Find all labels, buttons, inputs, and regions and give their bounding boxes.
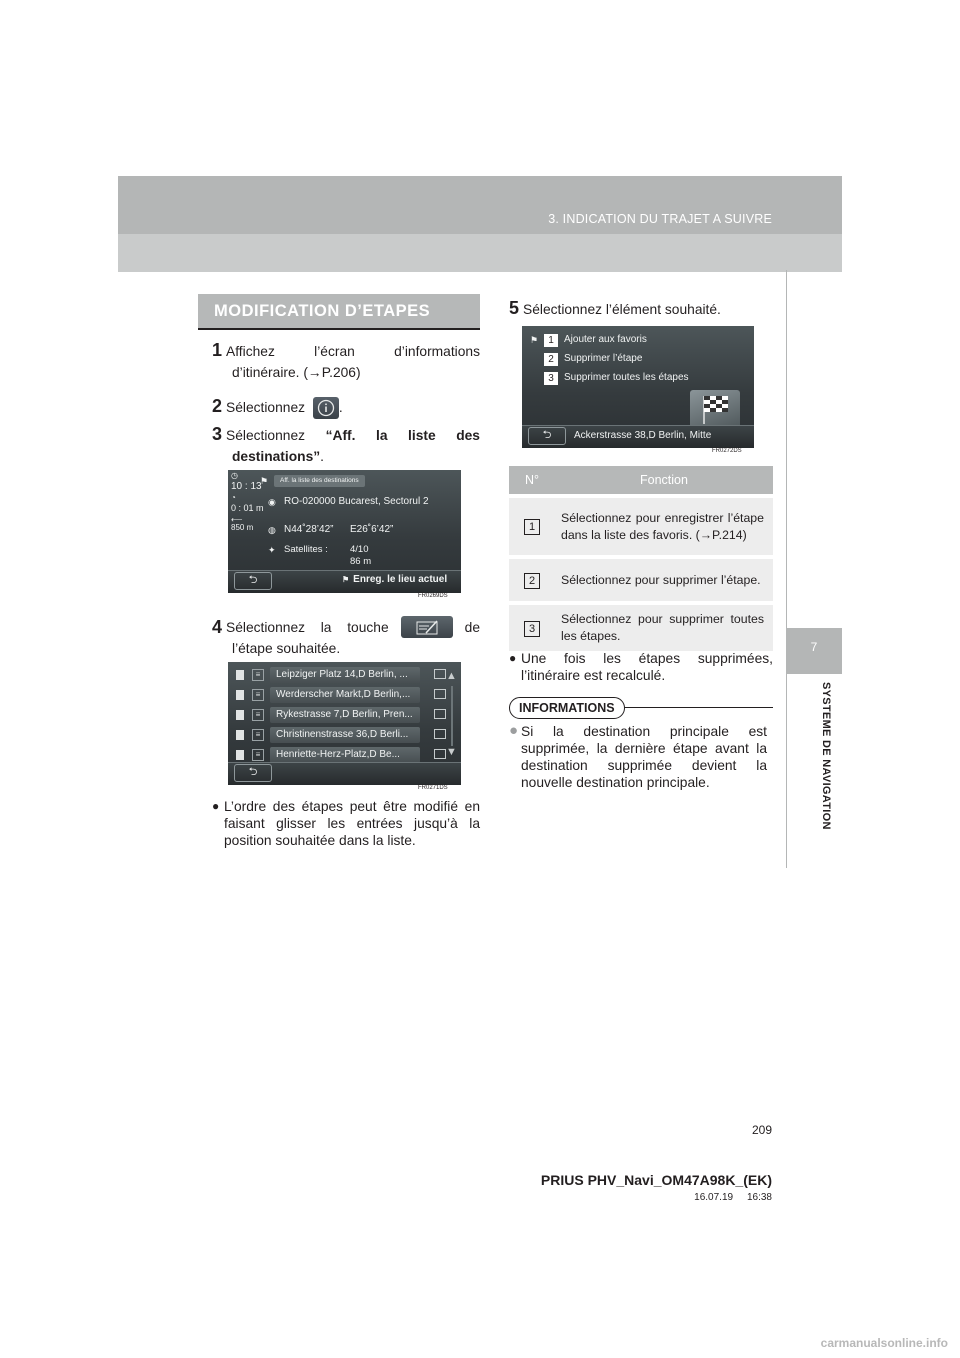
step-number: 2 — [212, 396, 223, 416]
distance-value: 850 m — [231, 523, 254, 532]
step-5 — [509, 298, 721, 320]
screen-bottom-bar — [228, 762, 461, 785]
chapter-title: 3. INDICATION DU TRAJET A SUIVRE — [548, 212, 772, 226]
edit-icon[interactable] — [434, 689, 446, 699]
satellite-icon: ✦ — [268, 545, 276, 555]
back-button[interactable]: ⮌ — [234, 572, 272, 590]
list-item[interactable] — [236, 666, 426, 684]
save-icon: ⚑ — [342, 575, 350, 584]
show-destinations-button[interactable]: Aff. la liste des destinations — [274, 475, 365, 487]
options-icon: ⚑ — [530, 335, 539, 345]
flag-icon — [236, 710, 244, 720]
bullet-reorder — [212, 798, 480, 849]
row-description: Sélectionnez pour supprimer l’étape. — [555, 559, 773, 601]
drag-handle-icon[interactable]: ≡ — [252, 669, 264, 681]
bullet-recalc — [509, 650, 773, 684]
watermark: carmanualsonline.info — [820, 1336, 948, 1350]
column-number-header: N° — [509, 466, 555, 494]
step-text: Sélectionnez la touche — [226, 619, 389, 635]
flag-icon — [236, 730, 244, 740]
step-1 — [212, 340, 480, 383]
destination-label: Christinenstrasse 36,D Berli... — [270, 727, 420, 743]
step-2 — [212, 396, 343, 419]
longitude: E26˚6’42” — [350, 524, 394, 535]
table-header — [509, 466, 773, 494]
info-title: INFORMATIONS — [509, 697, 625, 719]
bullet-text: L’ordre des étapes peut être modifié en faisant glisser les entrées jusqu’à la position souhaitée dans la liste. — [224, 799, 480, 848]
step-text: d’itinéraire. (→P.206) — [232, 365, 361, 380]
table-row — [509, 559, 773, 601]
bullet-icon: ● — [509, 722, 519, 739]
edit-icon — [401, 616, 453, 638]
destination-list-screen — [228, 662, 461, 785]
step-quote: “Aff. la liste des — [325, 428, 480, 443]
option-number-2: 2 — [544, 353, 558, 366]
drag-handle-icon[interactable]: ≡ — [252, 709, 264, 721]
timer-icon: ◔ — [231, 493, 236, 502]
info-icon — [313, 397, 339, 419]
scrollbar[interactable] — [451, 686, 453, 746]
save-location-label: Enreg. le lieu actuel — [353, 574, 448, 585]
route-info-screen — [228, 470, 461, 593]
edit-icon[interactable] — [434, 729, 446, 739]
model-code: PRIUS PHV_Navi_OM47A98K_(EK) — [540, 1172, 772, 1188]
bullet-text: Une fois les étapes supprimées, l’itinéraire est recalculé. — [521, 651, 773, 683]
flag-icon — [236, 690, 244, 700]
option-number-3: 3 — [544, 372, 558, 385]
destination-label: Henriette-Herz-Platz,D Be... — [270, 747, 420, 763]
figure-code: FR0269DS — [418, 593, 448, 599]
section-title: MODIFICATION D’ETAPES — [198, 294, 480, 328]
chapter-number: 7 — [810, 640, 818, 654]
row-number: 3 — [524, 621, 540, 637]
latitude: N44˚28’42” — [284, 524, 334, 535]
step-text: Sélectionnez — [226, 400, 306, 415]
save-location-button[interactable] — [342, 574, 447, 585]
destination-label: Werderscher Markt,D Berlin,... — [270, 687, 420, 703]
print-date: 16.07.19 16:38 — [694, 1192, 772, 1203]
bullet-icon: ● — [212, 799, 220, 813]
scroll-down-icon[interactable]: ▼ — [446, 746, 457, 758]
edit-icon[interactable] — [434, 669, 446, 679]
screen-bottom-bar — [228, 570, 461, 593]
step-number: 4 — [212, 616, 223, 637]
option-delete-waypoint[interactable]: Supprimer l’étape — [564, 353, 643, 364]
side-divider — [786, 270, 787, 868]
step-text: de — [464, 619, 480, 635]
edit-icon[interactable] — [434, 749, 446, 759]
clock-icon: ◷ — [231, 471, 238, 480]
list-item[interactable] — [236, 686, 426, 704]
column-function-header: Fonction — [555, 466, 773, 494]
info-note — [509, 723, 767, 791]
location-pin-icon: ◉ — [268, 497, 276, 507]
step-text: Sélectionnez — [226, 428, 306, 443]
section-rule — [198, 328, 480, 330]
step-text: . — [320, 449, 325, 464]
row-description: Sélectionnez pour enregistrer l’étape dans la liste des favoris. (→P.214) — [555, 498, 773, 555]
current-address: RO-020000 Bucarest, Sectorul 2 — [284, 496, 429, 507]
altitude: 86 m — [350, 556, 372, 567]
list-item[interactable] — [236, 726, 426, 744]
waypoint-options-screen — [522, 326, 754, 448]
figure-code: FR0271DS — [418, 785, 448, 791]
step-3 — [212, 424, 480, 467]
step-text: Sélectionnez l’élément souhaité. — [523, 302, 721, 317]
destination-label: Rykestrasse 7,D Berlin, Pren... — [270, 707, 420, 723]
edit-icon[interactable] — [434, 709, 446, 719]
satellites-count: 4/10 — [350, 544, 369, 555]
destination-label: Leipziger Platz 14,D Berlin, ... — [270, 667, 420, 683]
step-number: 1 — [212, 340, 223, 360]
screen-bottom-bar — [522, 425, 754, 448]
checkered-flag-icon — [690, 390, 740, 428]
time-remaining: 0 : 01 m — [231, 503, 264, 513]
chapter-label: SYSTEME DE NAVIGATION — [820, 682, 832, 830]
step-number: 3 — [212, 424, 223, 444]
list-item[interactable] — [236, 706, 426, 724]
destination-address: Ackerstrasse 38,D Berlin, Mitte — [574, 430, 712, 441]
satellites-label: Satellites : — [284, 544, 328, 555]
step-quote: destinations” — [232, 449, 321, 464]
drag-handle-icon[interactable]: ≡ — [252, 689, 264, 701]
table-row — [509, 605, 773, 651]
option-add-favorites[interactable]: Ajouter aux favoris — [564, 334, 647, 345]
globe-icon: ◍ — [268, 525, 276, 535]
drag-handle-icon[interactable]: ≡ — [252, 729, 264, 741]
info-text: Si la destination principale est supprimée, la dernière étape avant la destination supprimée devient la nouvelle destination principale. — [521, 724, 767, 790]
table-row — [509, 498, 773, 555]
flag-icon — [236, 750, 244, 760]
scroll-up-icon[interactable]: ▲ — [446, 670, 457, 682]
bullet-icon: ● — [509, 651, 517, 665]
flag-icon: ⚑ — [260, 476, 269, 486]
back-button[interactable]: ⮌ — [528, 427, 566, 445]
flag-icon — [236, 670, 244, 680]
page-number: 209 — [751, 1123, 772, 1137]
drag-handle-icon[interactable]: ≡ — [252, 749, 264, 761]
step-text: Affichez l’écran d’informations — [226, 344, 480, 359]
step-number: 5 — [509, 298, 520, 318]
row-number: 2 — [524, 573, 540, 589]
row-description: Sélectionnez pour supprimer toutes les étapes. — [555, 605, 773, 651]
option-delete-all-waypoints[interactable]: Supprimer toutes les étapes — [564, 372, 689, 383]
option-number-1: 1 — [544, 334, 558, 347]
back-button[interactable]: ⮌ — [234, 764, 272, 782]
arrival-time: 10 : 13 — [231, 481, 262, 492]
figure-code: FR0272DS — [712, 448, 742, 454]
row-number: 1 — [524, 519, 540, 535]
step-text: . — [338, 400, 343, 415]
distance-icon: ⟵ — [231, 515, 243, 524]
function-table — [509, 466, 773, 651]
step-text: l’étape souhaitée. — [232, 641, 341, 656]
step-4 — [212, 616, 480, 659]
